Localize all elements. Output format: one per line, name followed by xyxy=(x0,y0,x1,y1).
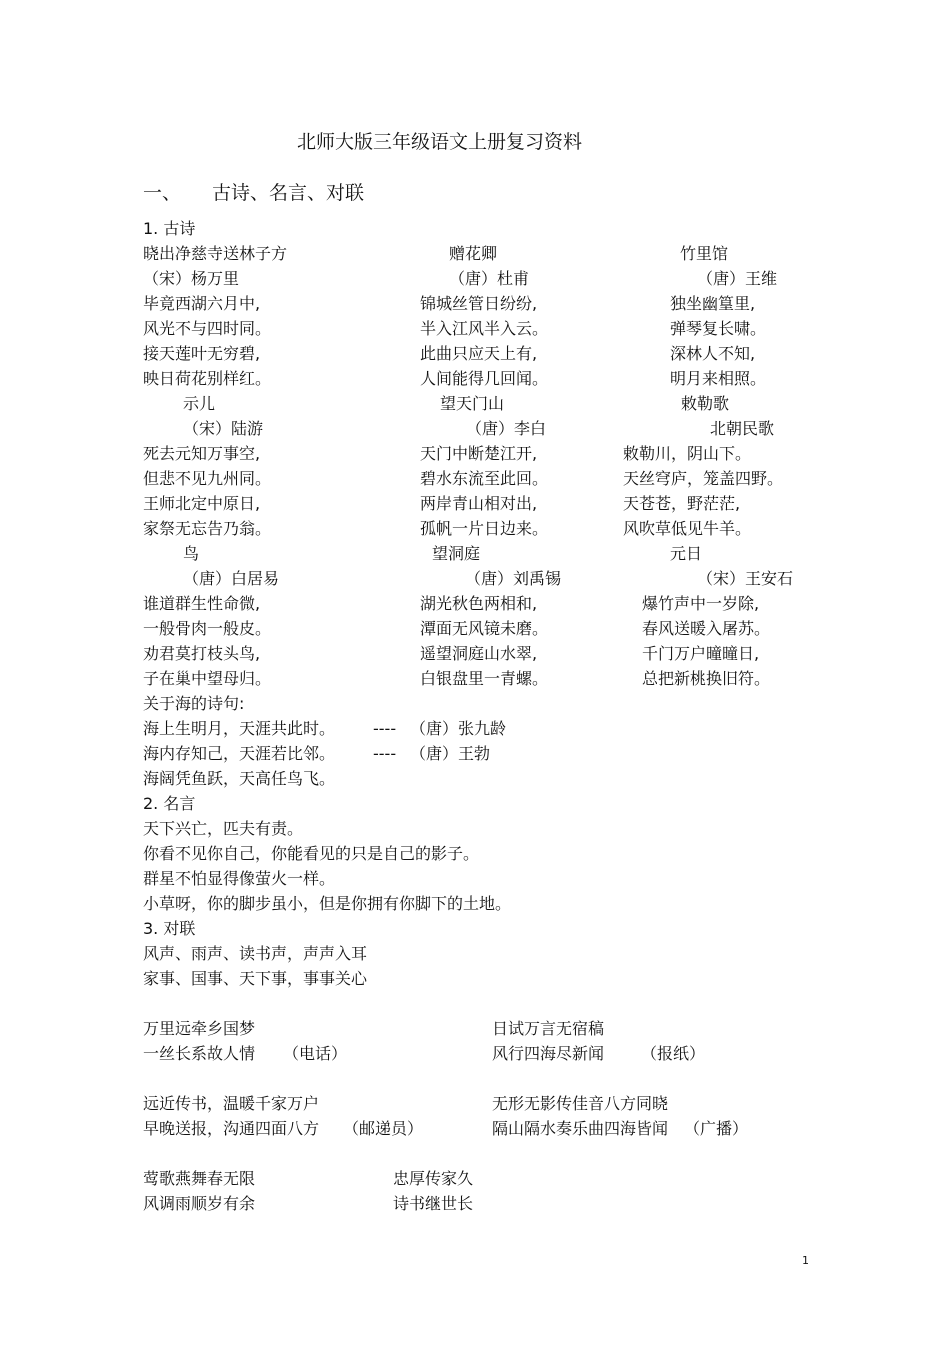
poem-line: 弹琴复长啸。 xyxy=(670,319,767,338)
poem-author: （唐）白居易 xyxy=(183,569,280,588)
riddle-line: 隔山隔水奏乐曲四海皆闻 xyxy=(492,1119,669,1138)
subsection-quotes: 2. 名言 xyxy=(143,794,196,813)
sea-line: 海内存知己，天涯若比邻。 xyxy=(143,744,336,763)
couplet-line: 诗书继世长 xyxy=(393,1194,474,1213)
riddle-line: 风行四海尽新闻 xyxy=(492,1044,605,1063)
poem-line: 一般骨肉一般皮。 xyxy=(143,619,272,638)
section-heading: 古诗、名言、对联 xyxy=(212,182,365,204)
poem-line: 千门万户曈曈日, xyxy=(642,644,760,663)
poem-line: 毕竟西湖六月中, xyxy=(143,294,261,313)
riddle-line: 远近传书，温暖千家万户 xyxy=(143,1094,320,1113)
poem-line: 春风送暖入屠苏。 xyxy=(642,619,771,638)
poem-line: 家祭无忘告乃翁。 xyxy=(143,519,272,538)
poem-line: 天丝穹庐，笼盖四野。 xyxy=(623,469,784,488)
sea-heading: 关于海的诗句: xyxy=(143,694,245,713)
riddle-answer: （邮递员） xyxy=(343,1119,424,1138)
page-number: 1 xyxy=(802,1254,809,1267)
riddle-answer: （报纸） xyxy=(641,1044,706,1063)
poem-line: 总把新桃换旧符。 xyxy=(642,669,771,688)
poem-author: （唐）杜甫 xyxy=(449,269,530,288)
poem-line: 半入江风半入云。 xyxy=(420,319,549,338)
quote: 小草呀，你的脚步虽小，但是你拥有你脚下的土地。 xyxy=(143,894,512,913)
riddle-answer: （广播） xyxy=(684,1119,749,1138)
poem-title: 望洞庭 xyxy=(432,544,481,563)
sea-dash: ---- xyxy=(373,744,397,763)
poem-author: （唐）王维 xyxy=(697,269,778,288)
couplet-line: 风调雨顺岁有余 xyxy=(143,1194,256,1213)
quote: 天下兴亡，匹夫有责。 xyxy=(143,819,304,838)
sea-dash: ---- xyxy=(373,719,397,738)
poem-line: 子在巢中望母归。 xyxy=(143,669,272,688)
section-number: 一、 xyxy=(143,182,182,204)
poem-line: 爆竹声中一岁除, xyxy=(642,594,760,613)
poem-line: 劝君莫打枝头鸟, xyxy=(143,644,261,663)
poem-line: 天门中断楚江开, xyxy=(420,444,538,463)
poem-line: 但悲不见九州同。 xyxy=(143,469,272,488)
poem-title: 元日 xyxy=(670,544,703,563)
poem-line: 此曲只应天上有, xyxy=(420,344,538,363)
subsection-couplets: 3. 对联 xyxy=(143,919,196,938)
poem-line: 敕勒川，阴山下。 xyxy=(623,444,752,463)
poem-title: 敕勒歌 xyxy=(681,394,730,413)
sea-author: （唐）张九龄 xyxy=(410,719,507,738)
sea-line: 海上生明月，天涯共此时。 xyxy=(143,719,336,738)
poem-title: 示儿 xyxy=(183,394,216,413)
riddle-line: 无形无影传佳音八方同晓 xyxy=(492,1094,669,1113)
poem-title: 竹里馆 xyxy=(680,244,729,263)
poem-line: 风吹草低见牛羊。 xyxy=(623,519,752,538)
riddle-line: 万里远牵乡国梦 xyxy=(143,1019,256,1038)
subsection-poems: 1. 古诗 xyxy=(143,219,196,238)
poem-line: 碧水东流至此回。 xyxy=(420,469,549,488)
poem-title: 晓出净慈寺送林子方 xyxy=(143,244,288,263)
poem-line: 风光不与四时同。 xyxy=(143,319,272,338)
poem-line: 独坐幽篁里, xyxy=(670,294,756,313)
poem-line: 接天莲叶无穷碧, xyxy=(143,344,261,363)
poem-author: （宋）王安石 xyxy=(697,569,794,588)
poem-line: 明月来相照。 xyxy=(670,369,767,388)
couplet-line: 家事、国事、天下事，事事关心 xyxy=(143,969,368,988)
poem-title: 赠花卿 xyxy=(449,244,498,263)
couplet-line: 风声、雨声、读书声，声声入耳 xyxy=(143,944,368,963)
poem-author: （宋）陆游 xyxy=(183,419,264,438)
poem-author: （宋）杨万里 xyxy=(143,269,240,288)
poem-author: （唐）刘禹锡 xyxy=(465,569,562,588)
riddle-line: 一丝长系故人情 xyxy=(143,1044,256,1063)
poem-author: （唐）李白 xyxy=(466,419,547,438)
poem-line: 潭面无风镜未磨。 xyxy=(420,619,549,638)
poem-line: 天苍苍，野茫茫, xyxy=(623,494,741,513)
quote: 你看不见你自己，你能看见的只是自己的影子。 xyxy=(143,844,480,863)
poem-line: 遥望洞庭山水翠, xyxy=(420,644,538,663)
riddle-line: 早晚送报，沟通四面八方 xyxy=(143,1119,320,1138)
page-title: 北师大版三年级语文上册复习资料 xyxy=(297,131,583,153)
poem-line: 孤帆一片日边来。 xyxy=(420,519,549,538)
poem-line: 死去元知万事空, xyxy=(143,444,261,463)
poem-line: 白银盘里一青螺。 xyxy=(420,669,549,688)
riddle-line: 日试万言无宿稿 xyxy=(492,1019,605,1038)
poem-line: 映日荷花别样红。 xyxy=(143,369,272,388)
sea-line: 海阔凭鱼跃，天高任鸟飞。 xyxy=(143,769,336,788)
poem-line: 湖光秋色两相和, xyxy=(420,594,538,613)
poem-line: 深林人不知, xyxy=(670,344,756,363)
poem-author: 北朝民歌 xyxy=(710,419,775,438)
sea-author: （唐）王勃 xyxy=(410,744,491,763)
riddle-answer: （电话） xyxy=(283,1044,348,1063)
poem-title: 望天门山 xyxy=(440,394,505,413)
poem-line: 王师北定中原日, xyxy=(143,494,261,513)
couplet-line: 忠厚传家久 xyxy=(393,1169,474,1188)
poem-line: 锦城丝管日纷纷, xyxy=(420,294,538,313)
poem-line: 人间能得几回闻。 xyxy=(420,369,549,388)
poem-title: 鸟 xyxy=(183,544,200,563)
poem-line: 谁道群生性命微, xyxy=(143,594,261,613)
couplet-line: 莺歌燕舞春无限 xyxy=(143,1169,256,1188)
quote: 群星不怕显得像萤火一样。 xyxy=(143,869,336,888)
poem-line: 两岸青山相对出, xyxy=(420,494,538,513)
